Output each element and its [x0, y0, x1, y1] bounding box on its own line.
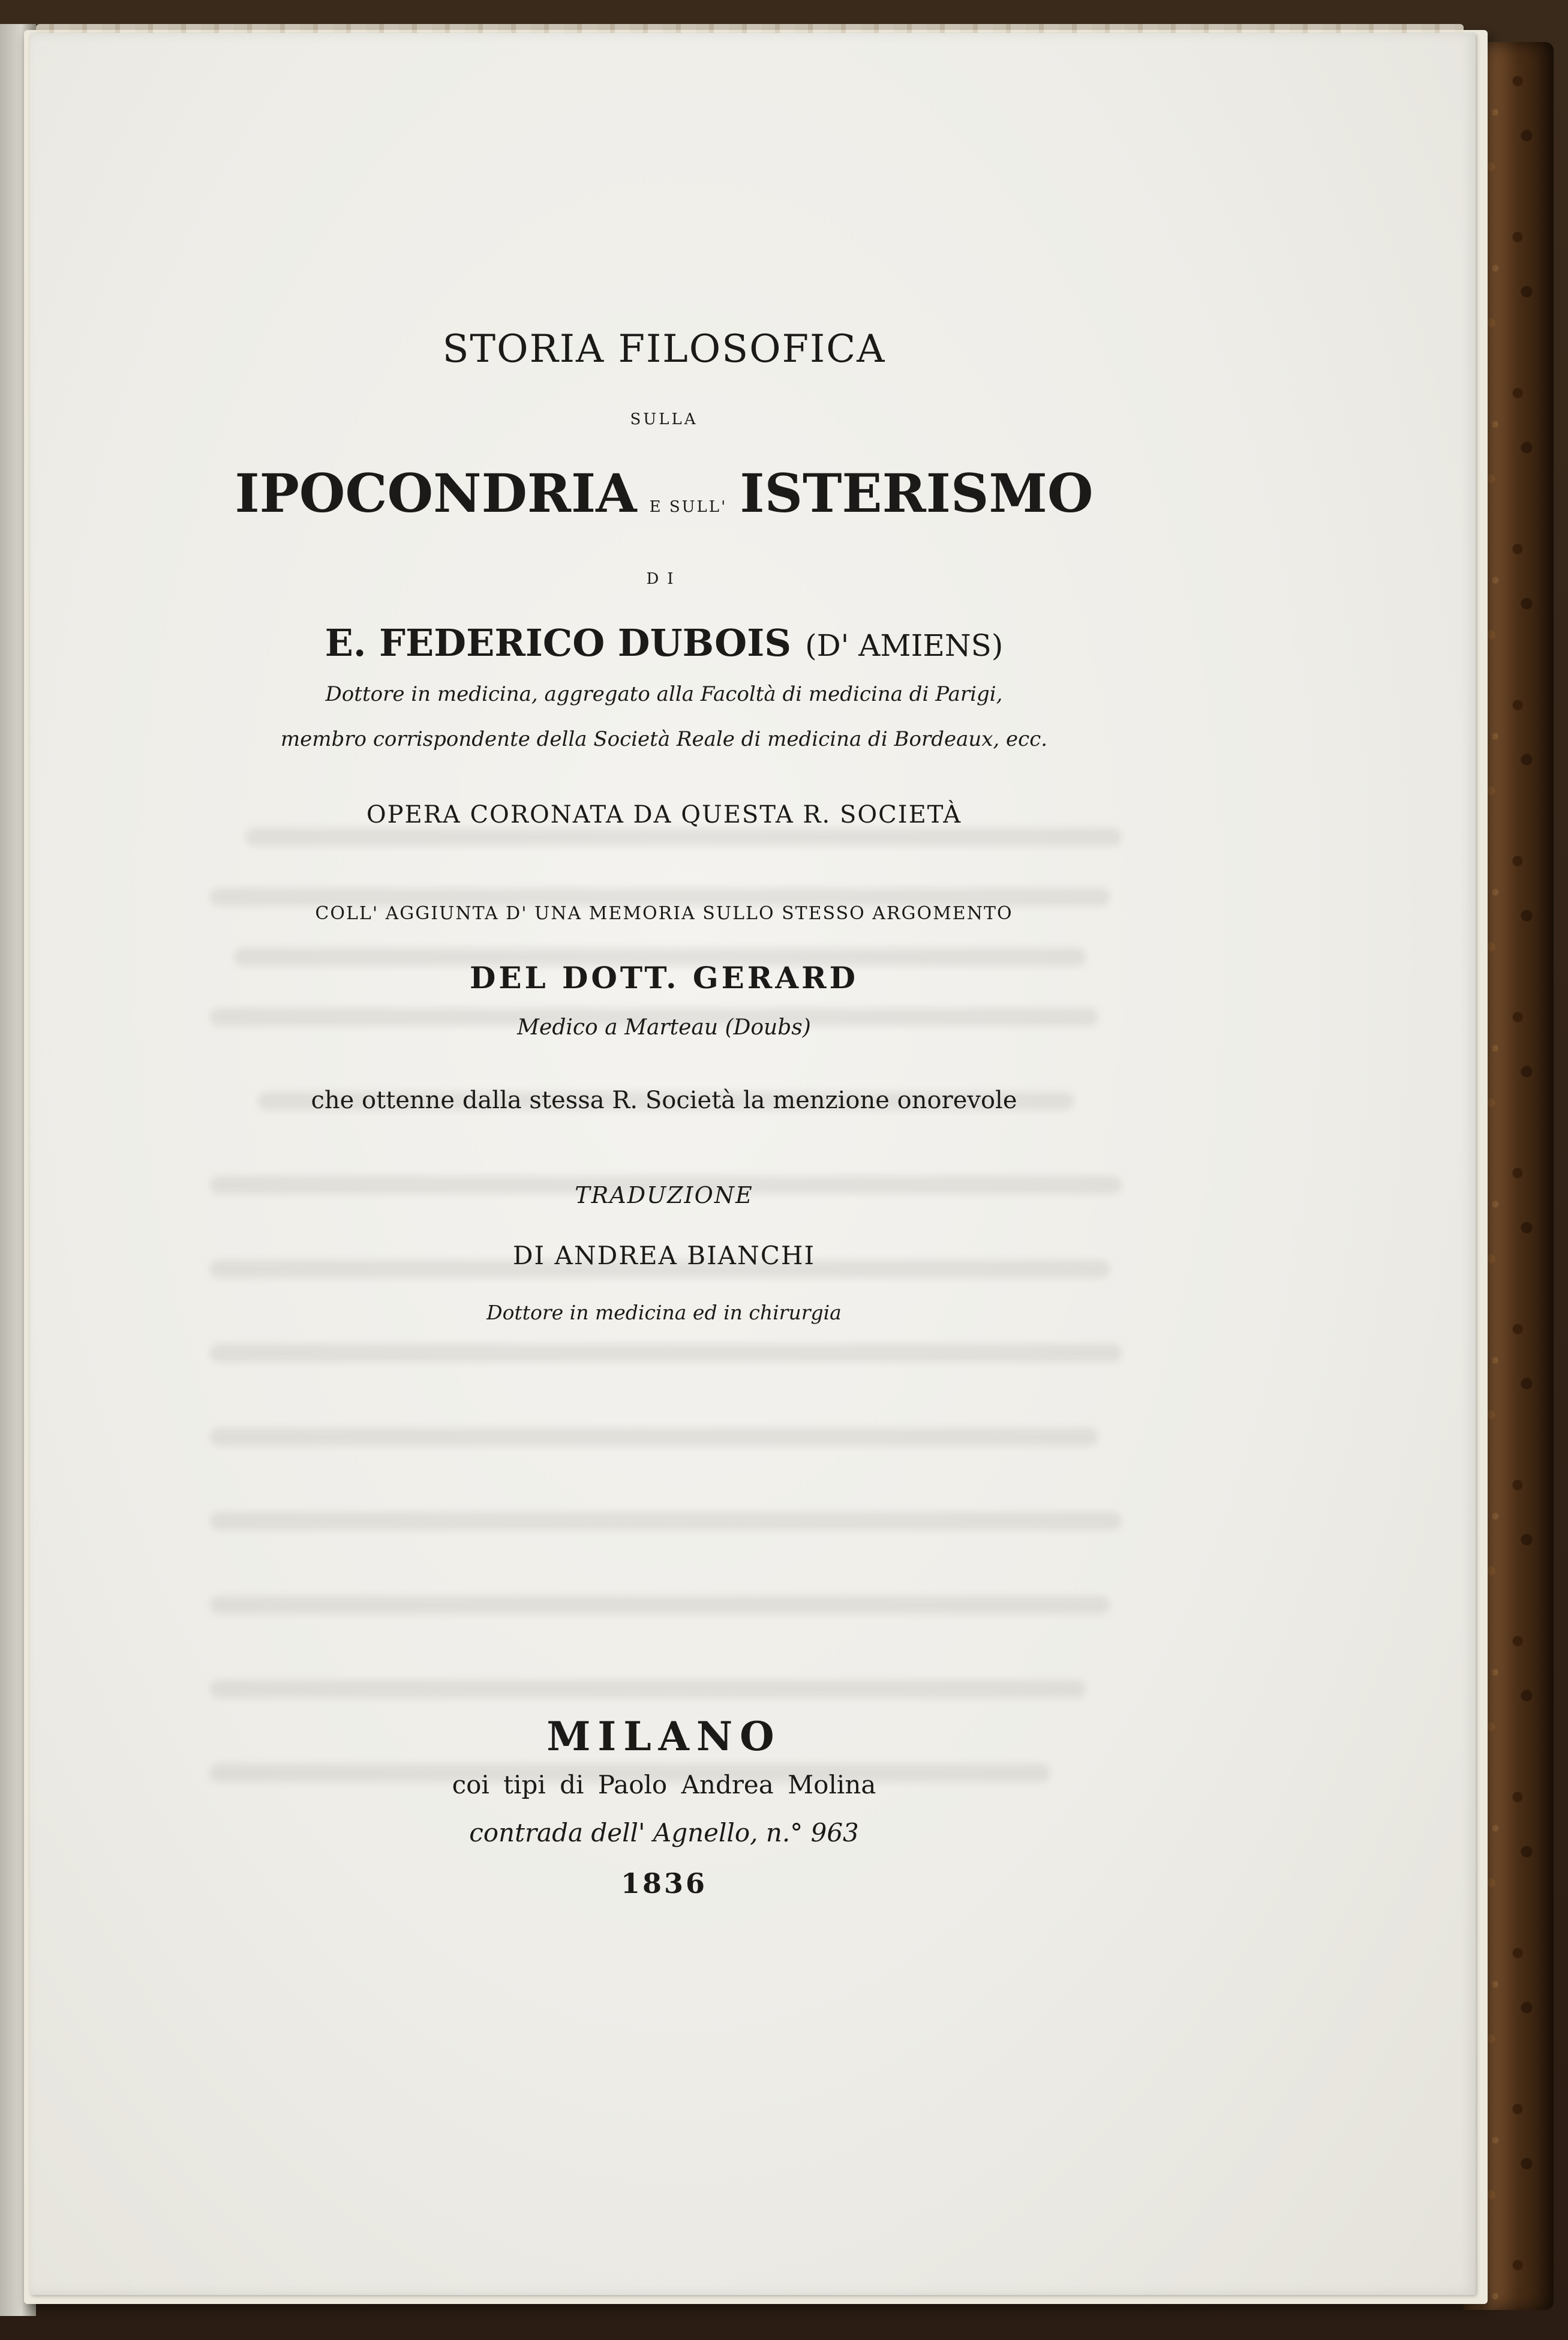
title-main — [0, 462, 1328, 524]
title-isterismo: ISTERISMO — [740, 462, 1094, 524]
connector-e-sull: E SULL' — [649, 498, 728, 516]
author-description-2: membro corrispondente della Società Reale di medicina di Bordeaux, ecc. — [280, 727, 1048, 751]
translator-description: Dottore in medicina ed in chirurgia — [486, 1301, 842, 1324]
connector-sulla: SULLA — [630, 410, 698, 428]
author-name: E. FEDERICO DUBOIS — [325, 621, 791, 665]
author-line — [0, 621, 1328, 665]
imprint-address: contrada dell' Agnello, n.° 963 — [469, 1818, 859, 1847]
imprint-printer: coi tipi di Paolo Andrea Molina — [452, 1770, 876, 1799]
translator: DI ANDREA BIANCHI — [512, 1241, 816, 1270]
connector-di: DI — [646, 570, 682, 588]
author-origin: (D' AMIENS) — [805, 628, 1004, 663]
author-description-1: Dottore in medicina, aggregato alla Facoltà di medicina di Parigi, — [325, 682, 1003, 706]
title-ipocondria: IPOCONDRIA — [235, 462, 637, 524]
title-line-1: STORIA FILOSOFICA — [442, 327, 886, 371]
imprint-year: 1836 — [620, 1867, 708, 1900]
second-author-note: che ottenne dalla stessa R. Società la menzione onorevole — [311, 1087, 1017, 1114]
imprint-city: MILANO — [546, 1713, 782, 1760]
award-line: OPERA CORONATA DA QUESTA R. SOCIETÀ — [366, 801, 962, 829]
second-author-description: Medico a Marteau (Doubs) — [517, 1015, 811, 1040]
addition-line: COLL' AGGIUNTA D' UNA MEMORIA SULLO STESSO ARGOMENTO — [315, 903, 1013, 924]
translation-label: TRADUZIONE — [575, 1182, 753, 1208]
second-author: DEL DOTT. GERARD — [469, 960, 859, 995]
